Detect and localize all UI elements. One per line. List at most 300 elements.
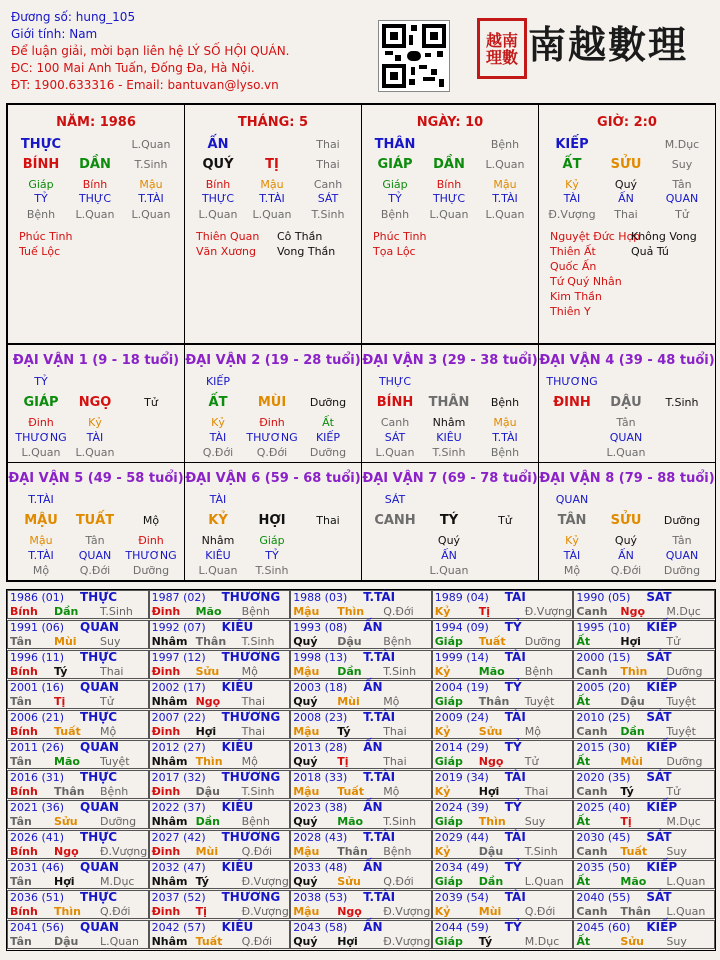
hidden-ten-god: QUAN bbox=[78, 549, 112, 562]
year-stem: Canh bbox=[576, 725, 608, 738]
hidden-stem: Tân bbox=[672, 178, 692, 191]
year-label: 2038 (53) bbox=[293, 891, 348, 904]
year-stem: Đinh bbox=[151, 725, 181, 738]
year-cell bbox=[573, 830, 715, 859]
year-label: 2022 (37) bbox=[151, 801, 206, 814]
year-branch: Hợi bbox=[195, 725, 217, 738]
year-cell bbox=[573, 710, 715, 739]
year-stem: Quý bbox=[293, 815, 318, 828]
year-stage: T.Sinh bbox=[100, 605, 133, 618]
year-cell bbox=[149, 710, 291, 739]
hidden-stem: Tân bbox=[672, 534, 692, 547]
year-ten-god: THỰC bbox=[80, 710, 118, 724]
stage-label: Thai bbox=[316, 514, 340, 527]
year-cell bbox=[432, 680, 574, 709]
year-ten-god: THƯƠNG bbox=[221, 710, 281, 724]
year-branch: Sửu bbox=[620, 935, 644, 948]
year-row bbox=[7, 860, 715, 890]
heavenly-stem: QUÝ bbox=[202, 157, 234, 172]
hidden-ten-god: SÁT bbox=[384, 431, 406, 444]
year-label: 2039 (54) bbox=[434, 891, 489, 904]
year-stage: Q.Đới bbox=[241, 845, 273, 858]
hidden-stem: Kỷ bbox=[88, 416, 102, 429]
year-stem: Ất bbox=[576, 815, 591, 828]
year-stem: Giáp bbox=[434, 935, 463, 948]
year-ten-god: T.TÀI bbox=[363, 710, 396, 724]
year-ten-god: ẤN bbox=[363, 620, 383, 634]
star-name: Phúc Tinh bbox=[19, 230, 73, 243]
year-stem: Nhâm bbox=[151, 755, 188, 768]
earthly-branch: MÙI bbox=[257, 395, 287, 410]
year-branch: Mùi bbox=[54, 635, 77, 648]
year-branch: Tuất bbox=[337, 785, 364, 798]
year-cell bbox=[573, 620, 715, 649]
logo-seal: 越南理數 bbox=[477, 18, 527, 79]
gender: Giới tính: Nam bbox=[11, 27, 98, 41]
year-stem: Bính bbox=[10, 905, 38, 918]
year-ten-god: TỶ bbox=[504, 800, 522, 814]
year-cell bbox=[432, 590, 574, 619]
ten-god-label: THỰC bbox=[20, 137, 62, 152]
earthly-branch: NGỌ bbox=[78, 395, 112, 410]
hidden-stem: Quý bbox=[614, 534, 638, 547]
year-label: 2018 (33) bbox=[293, 771, 348, 784]
hidden-stage: L.Quan bbox=[375, 446, 415, 459]
contact-notice: Để luận giải, mời bạn liên hệ LÝ SỐ HỘI QUÁN. bbox=[11, 44, 290, 58]
stage-label: M.Dục bbox=[664, 138, 700, 151]
year-ten-god: KIẾP bbox=[646, 620, 678, 634]
pillar-title: NGÀY: 10 bbox=[416, 115, 484, 130]
year-stage: Thai bbox=[524, 785, 549, 798]
dai-van-title: ĐẠI VẬN 2 (19 - 28 tuổi) bbox=[185, 353, 361, 368]
year-ten-god: SÁT bbox=[646, 590, 672, 604]
hidden-stem: Quý bbox=[437, 534, 461, 547]
year-stage: Đ.Vượng bbox=[241, 875, 289, 888]
year-cell bbox=[149, 620, 291, 649]
year-stage: Suy bbox=[666, 935, 687, 948]
year-branch: Dậu bbox=[478, 845, 504, 858]
year-stage: Thai bbox=[241, 695, 266, 708]
year-branch: Ngọ bbox=[478, 755, 504, 768]
earthly-branch: DẦN bbox=[433, 157, 465, 172]
year-stem: Quý bbox=[293, 875, 318, 888]
annual-luck-table bbox=[6, 589, 716, 951]
year-branch: Thìn bbox=[195, 755, 223, 768]
year-stage: Đ.Vượng bbox=[100, 845, 148, 858]
heavenly-stem: TÂN bbox=[557, 513, 587, 528]
pillar-cell bbox=[538, 104, 716, 344]
year-stage: Tuyệt bbox=[524, 695, 555, 708]
year-ten-god: SÁT bbox=[646, 770, 672, 784]
year-cell bbox=[290, 890, 432, 919]
hidden-stem: Canh bbox=[380, 416, 410, 429]
year-label: 2027 (42) bbox=[151, 831, 206, 844]
year-stage: L.Quan bbox=[100, 935, 139, 948]
hidden-stem: Mậu bbox=[260, 178, 284, 191]
hidden-ten-god: T.TÀI bbox=[28, 549, 54, 562]
year-branch: Mùi bbox=[337, 695, 360, 708]
year-branch: Dậu bbox=[54, 935, 79, 948]
year-stage: Đ.Vượng bbox=[241, 905, 289, 918]
year-ten-god: KIÊU bbox=[221, 860, 254, 874]
year-stem: Mậu bbox=[293, 665, 320, 678]
year-label: 2043 (58) bbox=[293, 921, 348, 934]
year-ten-god: QUAN bbox=[80, 620, 119, 634]
stage-label: L.Quan bbox=[131, 138, 171, 151]
year-label: 2024 (39) bbox=[434, 801, 489, 814]
hidden-ten-god: SÁT bbox=[317, 192, 339, 205]
dai-van-cell bbox=[538, 344, 716, 463]
year-cell bbox=[432, 770, 574, 799]
year-stem: Ất bbox=[576, 635, 591, 648]
year-branch: Mão bbox=[195, 605, 222, 618]
hidden-ten-god: QUAN bbox=[665, 192, 699, 205]
pillar-cell bbox=[7, 104, 185, 344]
star-name: Kim Thần bbox=[550, 290, 602, 303]
ten-god-label: THÂN bbox=[374, 137, 416, 152]
year-branch: Thìn bbox=[54, 905, 81, 918]
hidden-ten-god: QUAN bbox=[609, 431, 643, 444]
star-name: Quả Tú bbox=[631, 245, 669, 258]
year-ten-god: SÁT bbox=[646, 890, 672, 904]
hidden-stem: Kỷ bbox=[565, 178, 579, 191]
year-stem: Nhâm bbox=[151, 815, 188, 828]
year-ten-god: KIÊU bbox=[221, 680, 254, 694]
stage-label: Thai bbox=[316, 138, 340, 151]
hidden-stem: Bính bbox=[436, 178, 462, 191]
year-branch: Thân bbox=[620, 905, 651, 918]
year-branch: Tý bbox=[620, 785, 634, 798]
year-branch: Ngọ bbox=[337, 905, 362, 918]
year-branch: Mùi bbox=[478, 905, 502, 918]
year-cell bbox=[573, 920, 715, 949]
heavenly-stem: GIÁP bbox=[23, 395, 59, 410]
year-stem: Mậu bbox=[293, 905, 320, 918]
year-stem: Giáp bbox=[434, 695, 463, 708]
dai-van-cell bbox=[361, 462, 539, 581]
year-stage: Mộ bbox=[100, 725, 117, 738]
year-branch: Tuất bbox=[620, 845, 648, 858]
heavenly-stem: BÍNH bbox=[22, 157, 60, 172]
year-stage: Dưỡng bbox=[100, 815, 137, 828]
year-label: 2001 (16) bbox=[10, 681, 65, 694]
stage-label: Mộ bbox=[142, 514, 160, 527]
year-ten-god: KIẾP bbox=[646, 860, 678, 874]
year-cell bbox=[7, 770, 149, 799]
heavenly-stem: KỶ bbox=[208, 513, 228, 528]
hidden-stage: L.Quan bbox=[21, 446, 61, 459]
year-label: 2031 (46) bbox=[10, 861, 65, 874]
year-stage: Tử bbox=[666, 635, 681, 648]
pillar-title: NĂM: 1986 bbox=[56, 115, 136, 130]
year-label: 2042 (57) bbox=[151, 921, 206, 934]
year-ten-god: KIẾP bbox=[646, 800, 678, 814]
year-branch: Sửu bbox=[54, 815, 78, 828]
hidden-stem: Tân bbox=[85, 534, 105, 547]
year-stem: Mậu bbox=[293, 785, 320, 798]
year-cell bbox=[149, 740, 291, 769]
hidden-stem: Canh bbox=[313, 178, 343, 191]
year-stage: Tuyệt bbox=[666, 695, 696, 708]
pillar-cell bbox=[361, 104, 539, 344]
hidden-stem: Mậu bbox=[139, 178, 163, 191]
year-branch: Mùi bbox=[195, 845, 219, 858]
ten-god-label: QUAN bbox=[555, 493, 589, 506]
star-name: Tứ Quý Nhân bbox=[550, 275, 622, 288]
year-stage: T.Sinh bbox=[241, 635, 275, 648]
year-branch: Ngọ bbox=[54, 845, 79, 858]
year-ten-god: THƯƠNG bbox=[221, 650, 281, 664]
year-stage: Bệnh bbox=[383, 635, 412, 648]
dai-van-title: ĐẠI VẬN 6 (59 - 68 tuổi) bbox=[185, 471, 361, 486]
year-cell bbox=[7, 740, 149, 769]
earthly-branch: DẦN bbox=[79, 157, 111, 172]
star-name: Thiên Quan bbox=[196, 230, 260, 243]
heavenly-stem: GIÁP bbox=[377, 157, 413, 172]
four-pillars-grid bbox=[6, 103, 716, 582]
pillar-title: GIỜ: 2:0 bbox=[597, 115, 657, 130]
year-stem: Canh bbox=[576, 845, 608, 858]
year-label: 2015 (30) bbox=[576, 741, 631, 754]
year-stage: Suy bbox=[666, 845, 687, 858]
year-cell bbox=[290, 740, 432, 769]
year-stem: Tân bbox=[10, 815, 32, 828]
year-cell bbox=[432, 890, 574, 919]
year-branch: Tuất bbox=[54, 725, 81, 738]
year-row bbox=[7, 740, 715, 770]
year-label: 2021 (36) bbox=[10, 801, 65, 814]
year-label: 1996 (11) bbox=[10, 651, 65, 664]
year-cell bbox=[290, 770, 432, 799]
year-label: 2007 (22) bbox=[151, 711, 206, 724]
year-stage: Thai bbox=[383, 755, 407, 768]
year-stage: L.Quan bbox=[666, 875, 706, 888]
hidden-ten-god: KIẾP bbox=[315, 431, 341, 444]
year-cell bbox=[290, 620, 432, 649]
year-ten-god: THƯƠNG bbox=[221, 890, 281, 904]
stage-label: Suy bbox=[671, 158, 693, 171]
hidden-stage: Dưỡng bbox=[663, 564, 701, 577]
year-label: 2009 (24) bbox=[434, 711, 489, 724]
year-stem: Đinh bbox=[151, 905, 181, 918]
year-cell bbox=[432, 740, 574, 769]
year-branch: Thân bbox=[337, 845, 368, 858]
year-label: 2037 (52) bbox=[151, 891, 206, 904]
year-branch: Tý bbox=[195, 875, 209, 888]
year-stage: Mộ bbox=[241, 665, 258, 678]
year-stage: Dưỡng bbox=[666, 665, 703, 678]
hidden-ten-god: TÀI bbox=[86, 431, 104, 444]
hidden-ten-god: TỶ bbox=[265, 549, 279, 562]
hidden-stem: Đinh bbox=[259, 416, 285, 429]
year-branch: Dần bbox=[195, 815, 220, 828]
year-branch: Tý bbox=[54, 665, 68, 678]
year-ten-god: ẤN bbox=[363, 680, 383, 694]
hidden-stage: Q.Đới bbox=[202, 446, 234, 459]
year-stage: Suy bbox=[100, 635, 121, 648]
year-ten-god: THỰC bbox=[80, 830, 118, 844]
year-stem: Đinh bbox=[151, 665, 181, 678]
heavenly-stem: BÍNH bbox=[376, 395, 414, 410]
star-name: Cô Thần bbox=[277, 230, 323, 243]
stage-label: Bệnh bbox=[490, 396, 520, 409]
stage-label: Thai bbox=[316, 158, 340, 171]
year-label: 2025 (40) bbox=[576, 801, 631, 814]
year-label: 2019 (34) bbox=[434, 771, 489, 784]
hidden-stem: Tân bbox=[616, 416, 636, 429]
year-stage: Tuyệt bbox=[666, 725, 696, 738]
hidden-stage: Bệnh bbox=[26, 208, 56, 221]
year-branch: Thìn bbox=[620, 665, 648, 678]
year-label: 1999 (14) bbox=[434, 651, 489, 664]
year-stage: M.Dục bbox=[524, 935, 560, 948]
hidden-stage: L.Quan bbox=[198, 208, 238, 221]
year-branch: Dậu bbox=[337, 635, 362, 648]
hidden-stem: Kỷ bbox=[565, 534, 579, 547]
year-stem: Mậu bbox=[293, 845, 320, 858]
year-ten-god: THỰC bbox=[80, 890, 118, 904]
year-stem: Tân bbox=[10, 935, 32, 948]
hidden-stem: Đinh bbox=[28, 416, 54, 429]
earthly-branch: TÝ bbox=[439, 513, 459, 528]
year-cell bbox=[149, 650, 291, 679]
year-stem: Canh bbox=[576, 605, 608, 618]
hidden-stage: L.Quan bbox=[485, 208, 525, 221]
ten-god-label: T.TÀI bbox=[28, 493, 54, 506]
year-cell bbox=[432, 830, 574, 859]
year-stem: Kỷ bbox=[434, 905, 451, 918]
year-ten-god: TÀI bbox=[504, 650, 526, 664]
year-branch: Sửu bbox=[195, 665, 220, 678]
year-row bbox=[7, 590, 715, 620]
year-stem: Ất bbox=[576, 695, 591, 708]
year-branch: Tuất bbox=[195, 935, 223, 948]
year-cell bbox=[573, 800, 715, 829]
star-name: Không Vong bbox=[631, 230, 697, 243]
year-cell bbox=[290, 590, 432, 619]
year-ten-god: TÀI bbox=[504, 890, 526, 904]
year-branch: Dần bbox=[620, 725, 645, 738]
stage-label: Dưỡng bbox=[309, 396, 347, 409]
hidden-stage: L.Quan bbox=[429, 564, 469, 577]
star-name: Tuế Lộc bbox=[19, 245, 61, 258]
hidden-ten-god: THỰC bbox=[432, 192, 466, 205]
year-cell bbox=[573, 590, 715, 619]
year-stage: Bệnh bbox=[241, 605, 270, 618]
year-ten-god: T.TÀI bbox=[363, 650, 396, 664]
year-label: 2000 (15) bbox=[576, 651, 631, 664]
year-cell bbox=[149, 860, 291, 889]
year-branch: Tị bbox=[195, 905, 207, 918]
year-stem: Bính bbox=[10, 665, 38, 678]
year-stage: Q.Đới bbox=[383, 605, 414, 618]
year-label: 2012 (27) bbox=[151, 741, 206, 754]
hidden-stage: L.Quan bbox=[606, 446, 646, 459]
dai-van-cell bbox=[538, 462, 716, 581]
year-ten-god: KIẾP bbox=[646, 920, 678, 934]
year-cell bbox=[7, 890, 149, 919]
year-branch: Hợi bbox=[478, 785, 500, 798]
year-stem: Tân bbox=[10, 875, 32, 888]
year-label: 1997 (12) bbox=[151, 651, 206, 664]
dai-van-title: ĐẠI VẬN 7 (69 - 78 tuổi) bbox=[362, 471, 538, 486]
year-stem: Ất bbox=[576, 875, 591, 888]
hidden-stem: Quý bbox=[614, 178, 638, 191]
year-stem: Bính bbox=[10, 605, 38, 618]
year-stage: Tử bbox=[524, 755, 539, 768]
year-branch: Tuất bbox=[478, 635, 506, 648]
earthly-branch: SỬU bbox=[610, 157, 642, 172]
year-stage: Suy bbox=[524, 815, 546, 828]
year-stage: Tử bbox=[666, 785, 681, 798]
year-ten-god: KIẾP bbox=[646, 680, 678, 694]
year-cell bbox=[149, 890, 291, 919]
year-ten-god: SÁT bbox=[646, 830, 672, 844]
hidden-ten-god: KIÊU bbox=[205, 549, 231, 562]
year-stage: Thai bbox=[241, 725, 266, 738]
year-stage: Q.Đới bbox=[383, 875, 414, 888]
year-cell bbox=[432, 800, 574, 829]
year-branch: Mùi bbox=[620, 755, 643, 768]
year-label: 2023 (38) bbox=[293, 801, 348, 814]
year-label: 2026 (41) bbox=[10, 831, 65, 844]
ten-god-label: KIẾP bbox=[205, 375, 231, 388]
hidden-ten-god: TÀI bbox=[563, 549, 581, 562]
year-label: 2041 (56) bbox=[10, 921, 65, 934]
earthly-branch: THÂN bbox=[428, 395, 470, 410]
year-ten-god: T.TÀI bbox=[363, 770, 396, 784]
year-label: 1989 (04) bbox=[434, 591, 489, 604]
year-ten-god: SÁT bbox=[646, 650, 672, 664]
year-cell bbox=[290, 710, 432, 739]
year-branch: Sửu bbox=[478, 725, 503, 738]
year-stage: M.Dục bbox=[666, 605, 701, 618]
year-row bbox=[7, 890, 715, 920]
hidden-stem: Mậu bbox=[29, 534, 53, 547]
year-row bbox=[7, 650, 715, 680]
year-cell bbox=[573, 680, 715, 709]
year-label: 2010 (25) bbox=[576, 711, 631, 724]
year-stage: Mộ bbox=[524, 725, 542, 738]
year-stage: Mộ bbox=[241, 755, 258, 768]
year-ten-god: TÀI bbox=[504, 710, 526, 724]
year-label: 1990 (05) bbox=[576, 591, 631, 604]
star-name: Tọa Lộc bbox=[373, 245, 416, 258]
year-row bbox=[7, 680, 715, 710]
stage-label: Dưỡng bbox=[663, 514, 701, 527]
dai-van-title: ĐẠI VẬN 1 (9 - 18 tuổi) bbox=[12, 353, 180, 368]
year-branch: Hợi bbox=[620, 635, 641, 648]
year-cell bbox=[573, 890, 715, 919]
heavenly-stem: CANH bbox=[374, 513, 416, 528]
year-stem: Quý bbox=[293, 935, 318, 948]
star-name: Thiên Y bbox=[550, 305, 591, 318]
ten-god-label: THỰC bbox=[378, 375, 412, 388]
year-stem: Giáp bbox=[434, 755, 463, 768]
year-ten-god: TỶ bbox=[504, 860, 522, 874]
year-stage: T.Sinh bbox=[524, 845, 558, 858]
hidden-ten-god: TỶ bbox=[388, 192, 402, 205]
year-ten-god: T.TÀI bbox=[363, 590, 396, 604]
year-ten-god: TỶ bbox=[504, 620, 522, 634]
year-ten-god: T.TÀI bbox=[363, 890, 396, 904]
year-label: 1993 (08) bbox=[293, 621, 348, 634]
hidden-stage: L.Quan bbox=[75, 208, 115, 221]
hidden-stage: T.Sinh bbox=[255, 564, 289, 577]
year-label: 2030 (45) bbox=[576, 831, 631, 844]
hidden-stage: L.Quan bbox=[429, 208, 469, 221]
hidden-stage: Q.Đới bbox=[256, 446, 288, 459]
